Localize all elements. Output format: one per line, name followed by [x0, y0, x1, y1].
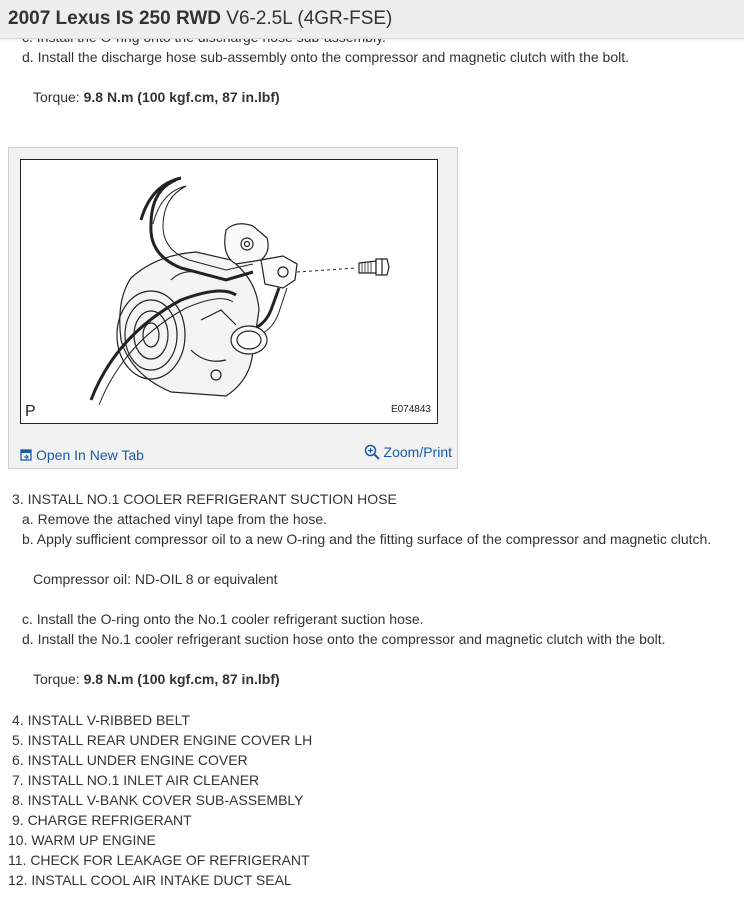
step-4: 4. INSTALL V-RIBBED BELT	[12, 712, 190, 728]
step-6: 6. INSTALL UNDER ENGINE COVER	[12, 752, 248, 768]
open-tab-label: Open In New Tab	[36, 447, 144, 463]
open-new-tab-link[interactable]	[20, 447, 144, 463]
figure-corner-label: P	[25, 403, 36, 420]
section-3-heading: 3. INSTALL NO.1 COOLER REFRIGERANT SUCTION HOSE	[12, 491, 397, 507]
torque-label: Torque:	[33, 89, 80, 105]
page-header	[0, 0, 744, 39]
step-7: 7. INSTALL NO.1 INLET AIR CLEANER	[12, 772, 260, 788]
torque-spec-1	[33, 88, 280, 106]
torque-value: 9.8 N.m (100 kgf.cm, 87 in.lbf)	[83, 89, 280, 105]
open-tab-icon	[20, 449, 32, 461]
torque-label: Torque:	[33, 671, 80, 687]
torque-value: 9.8 N.m (100 kgf.cm, 87 in.lbf)	[83, 671, 280, 687]
step-11: 11. CHECK FOR LEAKAGE OF REFRIGERANT	[8, 852, 310, 868]
step-5: 5. INSTALL REAR UNDER ENGINE COVER LH	[12, 732, 313, 748]
vehicle-name: 2007 Lexus IS 250 RWD	[8, 8, 221, 29]
zoom-print-link[interactable]	[364, 444, 452, 460]
diagram-frame	[20, 159, 438, 424]
zoom-label: Zoom/Print	[383, 444, 452, 460]
step-12: 12. INSTALL COOL AIR INTAKE DUCT SEAL	[8, 872, 292, 888]
torque-spec-2	[33, 670, 280, 688]
step-8: 8. INSTALL V-BANK COVER SUB-ASSEMBLY	[12, 792, 304, 808]
section-3-step-b: b. Apply sufficient compressor oil to a new O-ring and the fitting surface of the compressor and magnetic clutch.	[22, 531, 712, 547]
compressor-oil-note: Compressor oil: ND-OIL 8 or equivalent	[33, 571, 278, 587]
figure-code: E074843	[390, 404, 431, 415]
engine-spec: V6-2.5L (4GR-FSE)	[226, 8, 393, 29]
step-10: 10. WARM UP ENGINE	[8, 832, 156, 848]
section-3-step-a: a. Remove the attached vinyl tape from the hose.	[22, 511, 328, 527]
step-9: 9. CHARGE REFRIGERANT	[12, 812, 192, 828]
step-d-discharge: d. Install the discharge hose sub-assembly onto the compressor and magnetic clutch with the bolt.	[22, 49, 629, 65]
diagram-figure	[8, 147, 458, 469]
page-title	[8, 8, 392, 30]
zoom-icon	[364, 444, 380, 460]
figure-toolbar	[10, 441, 456, 467]
section-3-step-d: d. Install the No.1 cooler refrigerant suction hose onto the compressor and magnetic clutch with the bolt.	[22, 631, 666, 647]
compressor-illustration	[21, 160, 436, 422]
section-3-step-c: c. Install the O-ring onto the No.1 cooler refrigerant suction hose.	[22, 611, 424, 627]
